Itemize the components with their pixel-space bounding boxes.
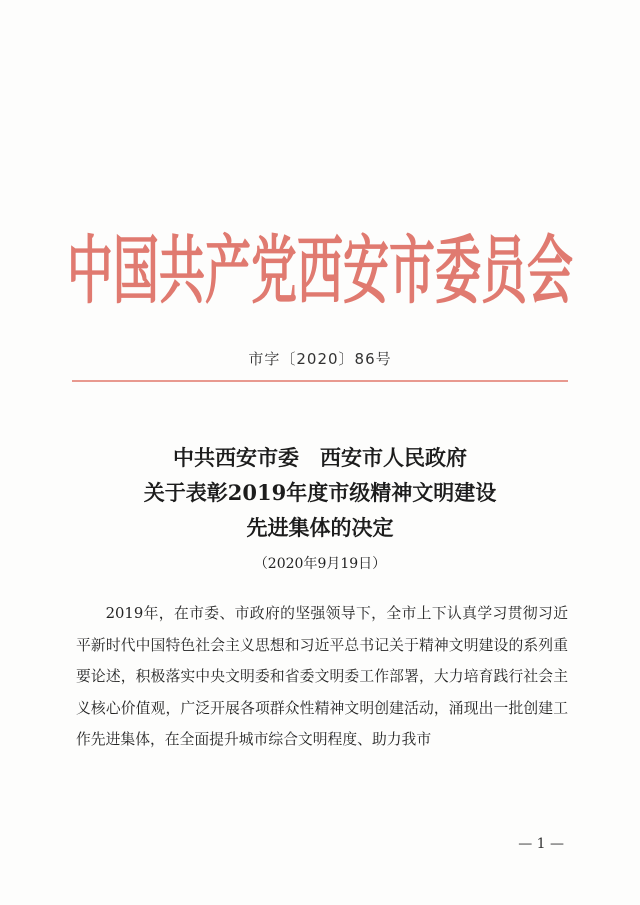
document-title-line-3: 先进集体的决定 (246, 515, 394, 540)
letterhead-red-rule (72, 380, 568, 382)
document-title-line-2: 关于表彰2019年度市级精神文明建设 (143, 480, 497, 505)
page-number: — 1 — (518, 836, 564, 852)
body-paragraph: 2019年，在市委、市政府的坚强领导下，全市上下认真学习贯彻习近平新时代中国特色社会主义思想和习近平总书记关于精神文明建设的系列重要论述，积极落实中央文明委和省委文明委工作部署，大力培育践行社会主义核心价值观，广泛开展各项群众性精神文明创建活动，涌现出一批创建工作先进集体，在全面提升城市综合文明程度、助力我市 (76, 605, 568, 748)
document-date: （2020年9月19日） (253, 556, 387, 572)
document-number: 市字〔2020〕86号 (248, 350, 392, 368)
letterhead-org-name: 中国共产党西安市委员会 (67, 227, 573, 314)
document-title-line-1: 中共西安市委 西安市人民政府 (173, 445, 467, 470)
